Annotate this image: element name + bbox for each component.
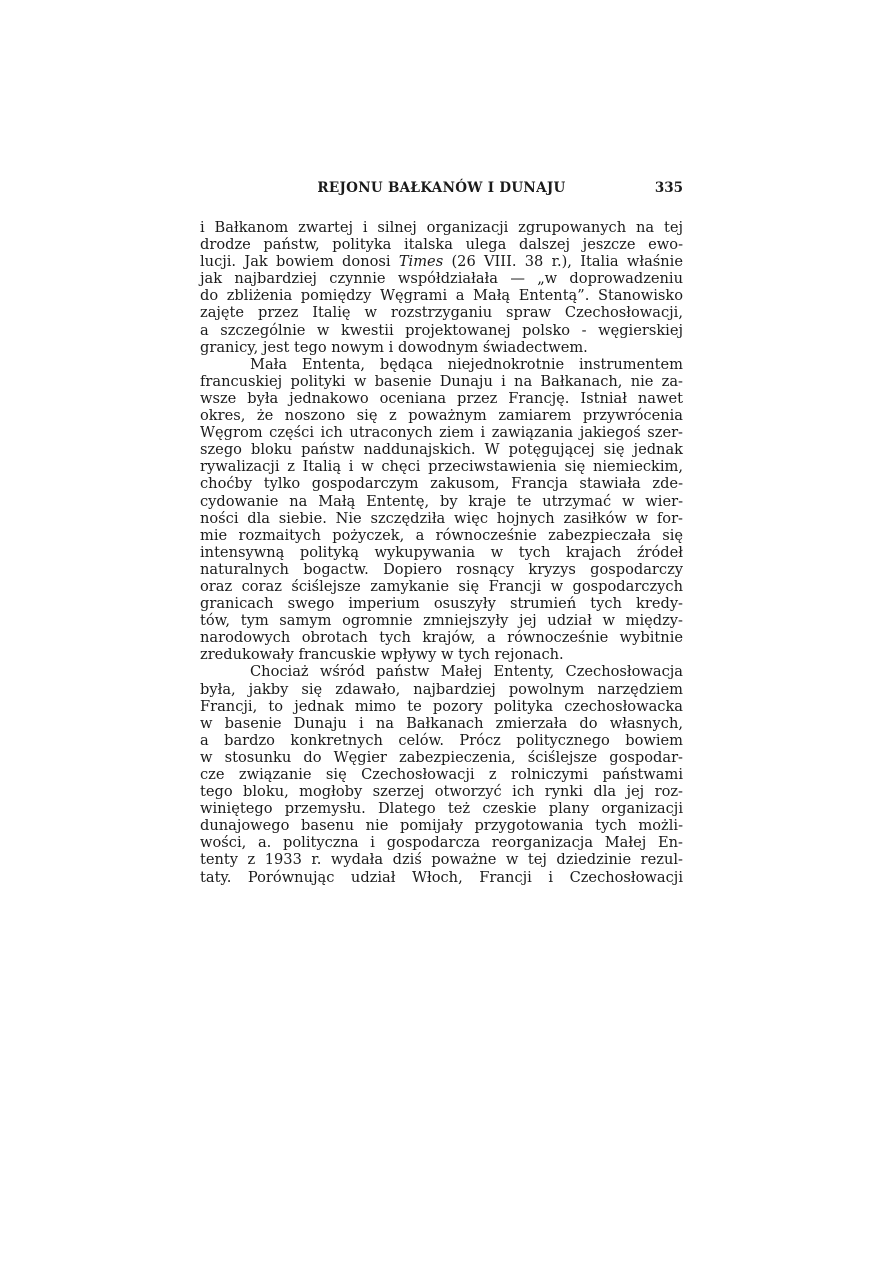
text-line: w stosunku do Węgier zabezpieczenia, ściślejsze gospodar-: [200, 748, 683, 766]
text-line: Węgrom części ich utraconych ziem i zawiązania jakiegoś szer-: [200, 424, 683, 442]
paragraph: [200, 663, 683, 885]
text-line: jak najbardziej czynnie współdziałała — „w doprowadzeniu: [200, 270, 683, 288]
text-line: zredukowały francuskie wpływy w tych rejonach.: [200, 646, 564, 664]
text-line: zajęte przez Italię w rozstrzyganiu spraw Czechosłowacji,: [200, 304, 683, 322]
text-line: lucji. Jak bowiem donosi Times (26 VIII. 38 r.), Italia właśnie: [200, 253, 683, 271]
text-line: intensywną polityką wykupywania w tych krajach źródeł: [200, 543, 683, 561]
text-line: Chociaż wśród państw Małej Ententy, Czechosłowacja: [250, 663, 683, 681]
text-line: w basenie Dunaju i na Bałkanach zmierzała do własnych,: [200, 714, 683, 732]
text-line: francuskiej polityki w basenie Dunaju i na Bałkanach, nie za-: [200, 372, 683, 390]
text-line: granicy, jest tego nowym i dowodnym świadectwem.: [200, 338, 588, 356]
text-line: i Bałkanom zwartej i silnej organizacji zgrupowanych na tej: [200, 219, 683, 236]
page-number: 335: [654, 180, 683, 196]
text-line: Mała Ententa, będąca niejednokrotnie instrumentem: [250, 355, 683, 373]
text-line: drodze państw, polityka italska ulega dalszej jeszcze ewo-: [200, 236, 683, 254]
text-line: a bardzo konkretnych celów. Prócz politycznego bowiem: [200, 731, 683, 749]
paragraph: [200, 219, 683, 356]
text-line: choćby tylko gospodarczym zakusom, Francja stawiała zde-: [200, 475, 683, 493]
page-body: [200, 219, 683, 886]
text-line: tego bloku, mogłoby szerzej otworzyć ich rynki dla jej roz-: [200, 783, 683, 801]
text-line: narodowych obrotach tych krajów, a równocześnie wybitnie: [200, 629, 683, 647]
text-line: szego bloku państw naddunajskich. W potęgującej się jednak: [200, 441, 683, 459]
text-line: tów, tym samym ogromnie zmniejszyły jej udział w między-: [200, 612, 683, 630]
text-line: cze związanie się Czechosłowacji z rolniczymi państwami: [200, 766, 683, 783]
running-title: REJONU BAŁKANÓW I DUNAJU: [317, 180, 566, 196]
text-line: rywalizacji z Italią i w chęci przeciwstawienia się niemieckim,: [200, 458, 683, 476]
text-line: a szczególnie w kwestii projektowanej polsko - węgierskiej: [200, 321, 683, 339]
text-line: okres, że noszono się z poważnym zamiarem przywrócenia: [200, 407, 683, 425]
text-line: dunajowego basenu nie pomijały przygotowania tych możli-: [200, 817, 683, 835]
text-line: Francji, to jednak mimo te pozory polityka czechosłowacka: [200, 697, 683, 715]
text-line: oraz coraz ściślejsze zamykanie się Francji w gospodarczych: [200, 577, 683, 595]
text-line: granicach swego imperium osuszyły strumień tych kredy-: [200, 595, 683, 613]
paragraph: [200, 356, 683, 664]
page-header: [200, 180, 683, 200]
text-line: winiętego przemysłu. Dlatego też czeskie plany organizacji: [200, 800, 683, 818]
text-line: do zbliżenia pomiędzy Węgrami a Małą Ententą”. Stanowisko: [200, 287, 683, 305]
text-line: tenty z 1933 r. wydała dziś poważne w tej dziedzinie rezul-: [200, 851, 683, 869]
text-line: mie rozmaitych pożyczek, a równocześnie zabezpieczała się: [200, 526, 683, 544]
text-line: cydowanie na Małą Ententę, by kraje te utrzymać w wier-: [200, 492, 683, 510]
text-line: ności dla siebie. Nie szczędziła więc hojnych zasiłków w for-: [200, 509, 683, 527]
text-line: była, jakby się zdawało, najbardziej powolnym narzędziem: [200, 680, 683, 698]
text-line: wsze była jednakowo oceniana przez Francję. Istniał nawet: [200, 389, 683, 407]
text-line: wości, a. polityczna i gospodarcza reorganizacja Małej En-: [200, 834, 683, 852]
text-line: naturalnych bogactw. Dopiero rosnący kryzys gospodarczy: [200, 560, 683, 578]
text-line: taty. Porównując udział Włoch, Francji i Czechosłowacji: [200, 868, 683, 886]
